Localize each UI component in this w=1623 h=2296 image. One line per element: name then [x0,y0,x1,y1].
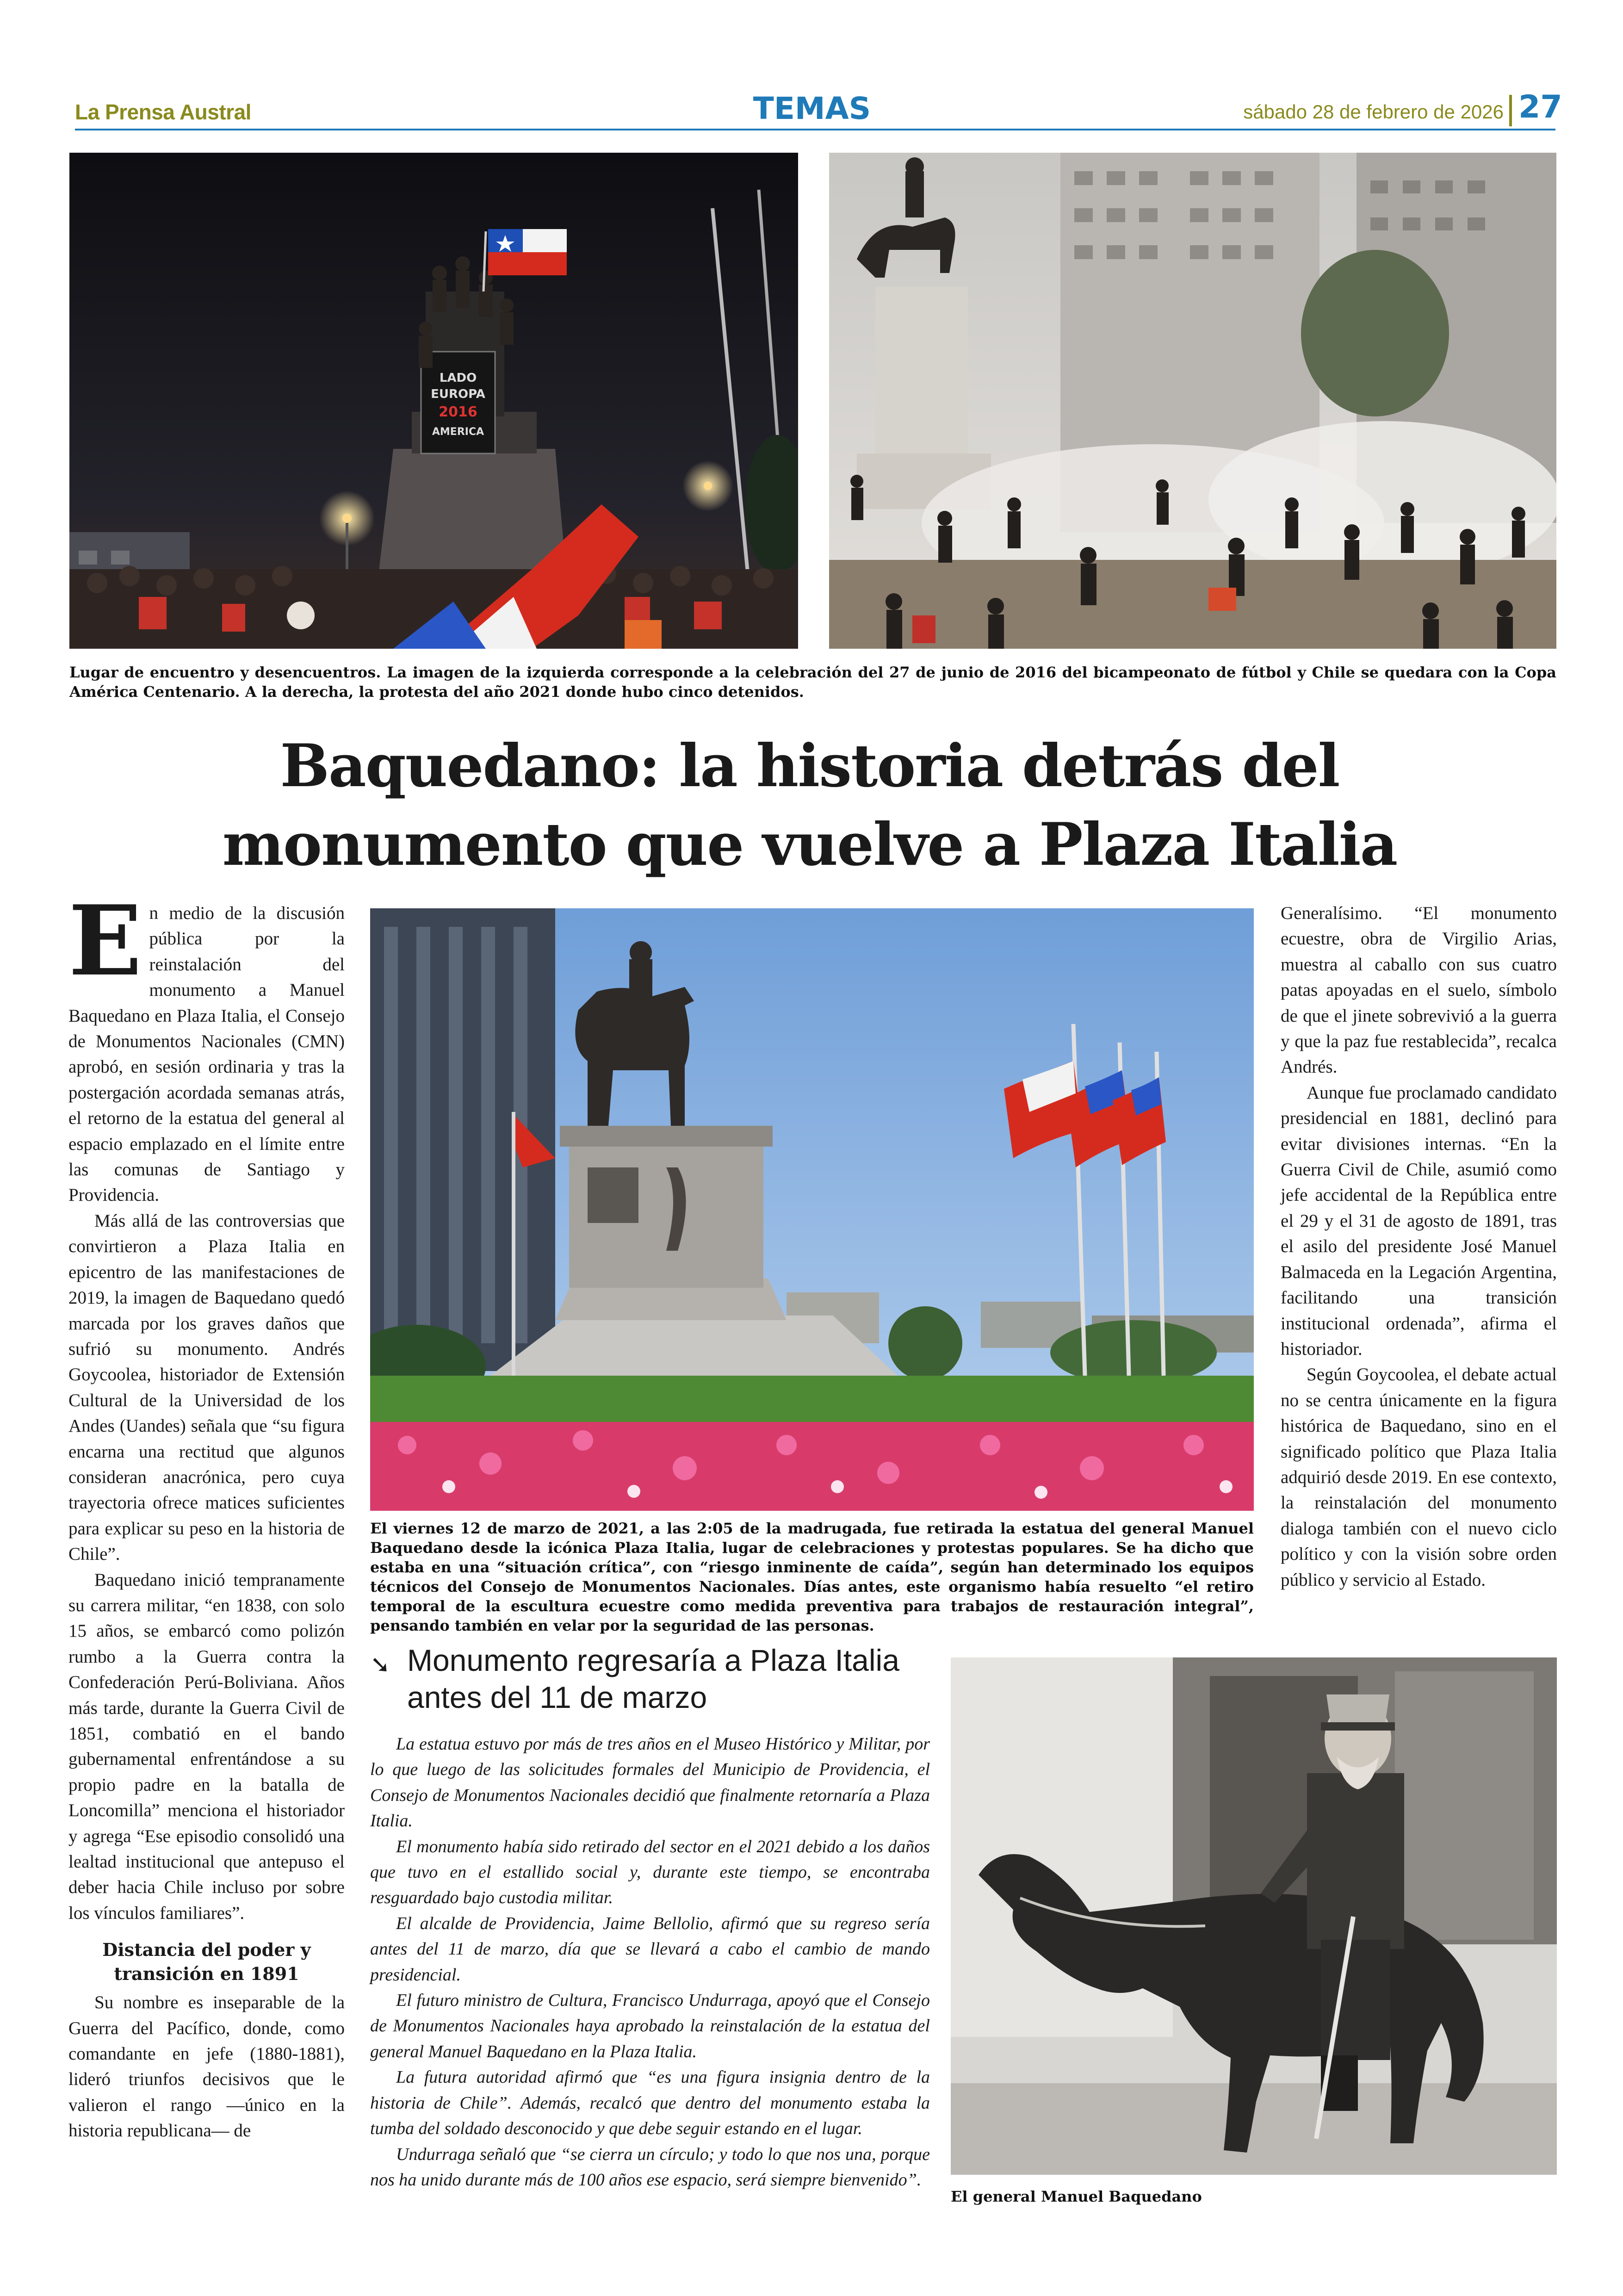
article-column-left [68,885,345,2144]
monument-photo-caption: El viernes 12 de marzo de 2021, a las 2:05 de la madrugada, fue retirada la estatua del general Manuel Baquedano desde la icónica Plaza Italia, lugar de celebraciones y protestas populares. Se ha dicho que estaba en una “situación crítica”, con “riesgo inminente de caída”, según han determinado los equipos técnicos del Consejo de Monumentos Nacionales. Días antes, este organismo había resuelto “el retiro temporal de la escultura ecuestre como medida preventiva para trabajos de restauración integral”, pensando también en velar por la seguridad de las personas. [370,1520,1254,1634]
article-paragraph-4: Su nombre es inseparable de la Guerra del Pacífico, donde, como comandante en jefe (1880-1881), lideró triunfos decisivos que le valieron el rango —único en la historia republicana— de [68,1992,345,2141]
article-paragraph-1 [68,885,345,1208]
svg-text:AMERICA: AMERICA [432,426,484,438]
top-photos-caption: Lugar de encuentro y desencuentros. La imagen de la izquierda corresponde a la celebración del 27 de junio de 2016 del bicampeonato de fútbol y Chile se quedara con la Copa América Centenario. A la derecha, la protesta del año 2021 donde hubo cinco detenidos. [69,664,1556,701]
article-paragraph-3: Baquedano inició tempranamente su carrera militar, “en 1838, con solo 15 años, se embarcó como polizón rumbo a la Guerra contra la Confederación Perú-Boliviana. Años más tarde, durante la Guerra Civil de 1851, combatió en el bando gubernamental enfrentándose a su propio padre en la batalla de Loncomilla” menciona el historiador y agrega “Ese episodio consolidó una lealtad institucional que antepuso el deber hacia Chile incluso por sobre los vínculos familiares”. [68,1570,345,1923]
sidebar-heading [370,1642,939,1716]
portrait-photo-illustration [951,1657,1557,2175]
page-number: 27 [1518,89,1562,125]
portrait-caption: El general Manuel Baquedano [951,2188,1202,2205]
sidebar-paragraph: Undurraga señaló que “se cierra un círculo; y todo lo que nos una, porque nos ha unido durante más de 100 años ese espacio, será siempre bienvenido”. [370,2144,930,2190]
protest-photo-illustration [829,153,1556,649]
header-separator [1509,95,1512,126]
newspaper-name: La Prensa Austral [75,100,251,124]
headline-line-1: Baquedano: la historia detrás del [280,732,1339,800]
article-paragraph-5: Generalísimo. “El monumento ecuestre, obra de Virgilio Arias, muestra al caballo con sus cuatro patas apoyadas en el suelo, símbolo de que el jinete sobrevivió a la guerra y que la paz fue restablecida”, recalca Andrés. [1281,903,1557,1077]
article-paragraph-7: Según Goycoolea, el debate actual no se centra únicamente en la figura histórica de Baquedano, sino en el significado político que Plaza Italia adquirió desde 2019. En ese contexto, la reinstalación del monumento dialoga también con el nuevo ciclo político y con la visión sobre orden público y servicio al Estado. [1281,1365,1557,1590]
sidebar-paragraph: El futuro ministro de Cultura, Francisco Undurraga, apoyó que el Consejo de Monumentos Nacionales haya aprobado la reinstalación de la estatua del general Manuel Baquedano en la Plaza Italia. [370,1991,930,2061]
photo-protest-2021 [829,153,1556,649]
dropcap: E [68,885,142,998]
issue-date: sábado 28 de febrero de 2026 [1243,101,1504,123]
article-subhead: Distancia del poder y transición en 1891 [102,1939,311,1985]
photo-general-baquedano-portrait [951,1657,1557,2175]
photo-celebration-2016 [69,153,798,649]
article-column-right [1281,900,1557,1593]
sidebar-title: Monumento regresaría a Plaza Italia antes del 11 de marzo [407,1643,899,1714]
article-headline [176,726,1443,884]
article-paragraph-1-text: n medio de la discusión pública por la reinstalación del monumento a Manuel Baquedano en Plaza Italia, el Consejo de Monumentos Nacionales (CMN) aprobó, en sesión ordinaria y tras la postergación acordada semanas atrás, el retorno de la estatua del general al espacio emplazado en el límite entre las comunas de Santiago y Providencia. [68,903,345,1205]
article-paragraph-6: Aunque fue proclamado candidato presidencial en 1881, declinó para evitar divisiones internas. “En la Guerra Civil de Chile, asumió como jefe accidental de la República entre el 29 y el 31 de agosto de 1891, tras el asilo del presidente José Manuel Balmaceda en la Legación Argentina, facilitando una transición institucional ordenada”, afirma el historiador. [1281,1082,1557,1359]
monument-photo-illustration [370,908,1254,1511]
photo-baquedano-monument [370,908,1254,1511]
svg-text:EUROPA: EUROPA [431,387,485,401]
sidebar-paragraph: El monumento había sido retirado del sector en el 2021 debido a los daños que tuvo en el estallido social y, durante este tiempo, se encontraba resguardado bajo custodia militar. [370,1837,930,1908]
svg-text:LADO: LADO [439,371,477,385]
sidebar-paragraph: La futura autoridad afirmó que “es una figura insignia dentro de la historia de Chile”. Además, recalcó que dentro del monumento estaba la tumba del soldado desconocido y que debe seguir estando en el lugar. [370,2067,930,2139]
sidebar-paragraph: La estatua estuvo por más de tres años en el Museo Histórico y Militar, por lo que luego de las solicitudes formales del Municipio de Providencia, el Consejo de Monumentos Nacionales decidió que finalmente retornaría a Plaza Italia. [370,1734,930,1831]
svg-text:2016: 2016 [439,404,477,420]
headline-line-2: monumento que vuelve a Plaza Italia [222,810,1397,879]
sidebar-body [370,1731,930,2193]
celebration-photo-illustration [69,153,798,649]
article-paragraph-2: Más allá de las controversias que convirtieron a Plaza Italia en epicentro de las manifestaciones de 2019, la imagen de Baquedano quedó marcada por los graves daños que sufrió su monumento. Andrés Goycoolea, historiador de Extensión Cultural de la Universidad de los Andes (Uandes) señala que “su figura encarna una rectitud que algunos consideran anacrónica, pero cuya trayectoria ofrece matices suficientes para explicar su peso en la historia de Chile”. [68,1210,345,1564]
sidebar-paragraph: El alcalde de Providencia, Jaime Bellolio, afirmó que su regreso sería antes del 11 de marzo, día que se llevará a cabo el cambio de mando presidencial. [370,1913,930,1985]
section-title: TEMAS [753,91,871,126]
header-rule [75,129,1555,130]
arrow-icon: ➘ [370,1651,390,1678]
